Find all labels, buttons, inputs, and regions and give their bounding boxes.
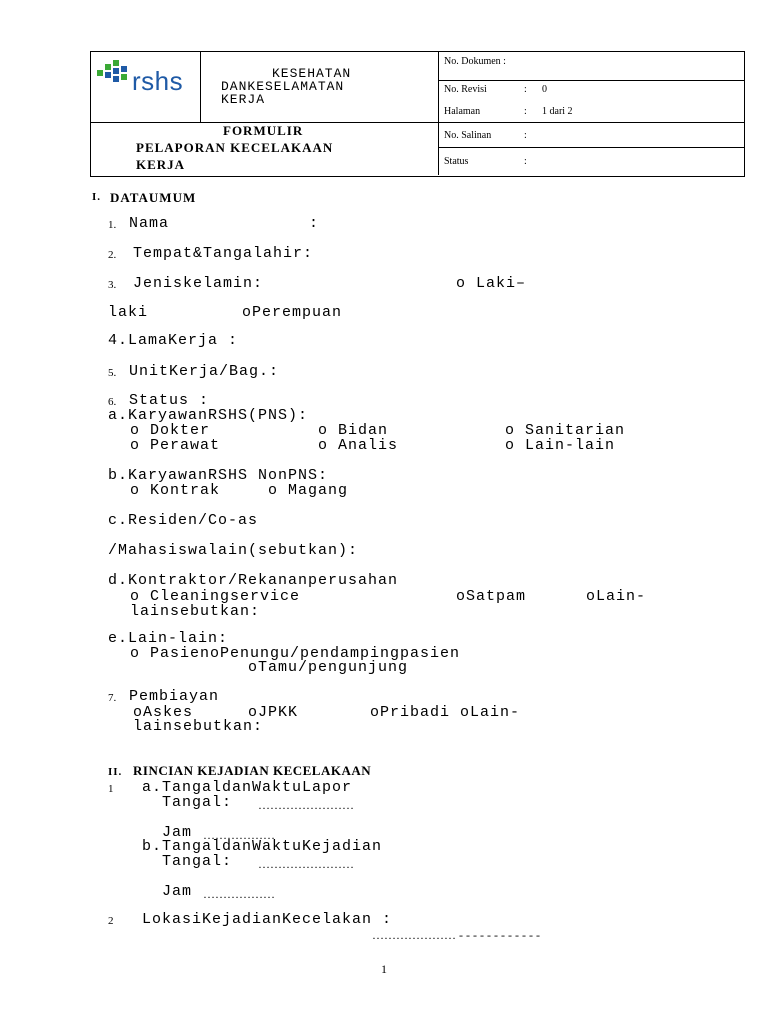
jenis-label: Jeniskelamin: <box>133 275 264 292</box>
opt-lain-d: oLain- <box>586 588 647 605</box>
header-divider-right <box>438 51 439 175</box>
lokasi-dots: ………………… - - - - - - - - - - - - <box>372 928 540 942</box>
mahasiswa-line: /Mahasiswalain(sebutkan): <box>108 542 359 559</box>
kejadian-tangal-label: Tangal: <box>162 853 233 870</box>
opt-sanitarian: o Sanitarian <box>505 422 626 439</box>
kejadian-jam-label: Jam <box>162 883 193 900</box>
form-title-2: PELAPORAN KECELAKAAN <box>136 140 334 155</box>
section2-roman: II. <box>108 766 123 778</box>
header-row-line-2 <box>438 147 744 148</box>
laki-option-b: laki <box>108 304 149 321</box>
section1-roman: I. <box>92 191 102 203</box>
form-title-1: FORMULIR <box>223 123 304 138</box>
header-title-1: KESEHATAN <box>272 66 352 81</box>
tempat-label: Tempat&Tangalahir: <box>133 245 314 262</box>
revision-value: 0 <box>542 84 547 95</box>
item2-number: 2 <box>108 915 114 927</box>
status-sep: : <box>524 156 527 167</box>
nama-label: Nama : <box>129 215 320 232</box>
header-divider-left <box>200 51 201 123</box>
lama-kerja-label: 4.LamaKerja : <box>108 332 239 349</box>
copy-sep: : <box>524 130 527 141</box>
opt-tamu: oTamu/pengunjung <box>248 659 409 676</box>
tempat-number: 2. <box>108 249 117 261</box>
opt-bidan: o Bidan <box>318 422 389 439</box>
copy-label: No. Salinan <box>444 130 492 141</box>
page-sep: : <box>524 106 527 117</box>
opt-satpam: oSatpam <box>456 588 527 605</box>
lapor-tangal-dots: …………………… <box>258 798 354 812</box>
revision-label: No. Revisi <box>444 84 487 95</box>
opt-askes: oAskes <box>133 704 194 721</box>
opt-kontrak: o Kontrak <box>130 482 221 499</box>
status-number: 6. <box>108 396 117 408</box>
page-value: 1 dari 2 <box>542 106 573 117</box>
opt-pribadi: oPribadi oLain- <box>370 704 521 721</box>
opt-cleaning: o Cleaningservice <box>130 588 301 605</box>
kontraktor-title: d.Kontraktor/Rekananperusahan <box>108 572 399 589</box>
lapor-title: a.TangaldanWaktuLapor <box>142 779 353 796</box>
opt-analis: o Analis <box>318 437 399 454</box>
header-row-line-1 <box>438 80 744 81</box>
header-title-2: DANKESELAMATAN <box>221 79 345 94</box>
lapor-jam-dots: ……………… <box>203 828 275 842</box>
page-number: 1 <box>381 962 387 976</box>
logo-text: rshs <box>132 66 184 96</box>
perempuan-option: oPerempuan <box>242 304 343 321</box>
lokasi-label: LokasiKejadianKecelakan : <box>142 911 393 928</box>
section1-title: DATAUMUM <box>110 190 197 205</box>
biaya-number: 7. <box>108 692 117 704</box>
opt-perawat: o Perawat <box>130 437 221 454</box>
page-label: Halaman <box>444 106 481 117</box>
item1-number: 1 <box>108 783 114 795</box>
opt-lain-lain: o Lain-lain <box>505 437 616 454</box>
opt-jpkk: oJPKK <box>248 704 299 721</box>
opt-pasien: o PasienoPenungu/pendampingpasien <box>130 645 461 662</box>
jenis-number: 3. <box>108 279 117 291</box>
laki-option-a: o Laki– <box>456 275 527 292</box>
form-title-3: KERJA <box>136 157 186 172</box>
kejadian-tangal-dots: …………………… <box>258 857 354 871</box>
nama-number: 1. <box>108 219 117 231</box>
lain-lain-title: e.Lain-lain: <box>108 630 229 647</box>
header-divider-middle <box>90 122 744 123</box>
lapor-jam-label: Jam <box>162 824 193 841</box>
revision-sep: : <box>524 84 527 95</box>
biaya-label: Pembiayan <box>129 688 220 705</box>
opt-magang: o Magang <box>268 482 349 499</box>
lain-sebutkan-d: lainsebutkan: <box>130 603 261 620</box>
status-label-main: Status : <box>129 392 210 409</box>
kejadian-title: b.TangaldanWaktuKejadian <box>142 838 383 855</box>
karyawan-pns-title: a.KaryawanRSHS(PNS): <box>108 407 309 424</box>
header-title-3: KERJA <box>221 92 266 107</box>
lain-sebutkan-biaya: lainsebutkan: <box>133 718 264 735</box>
opt-dokter: o Dokter <box>130 422 211 439</box>
section2-title: RINCIAN KEJADIAN KECELAKAAN <box>133 763 372 778</box>
doc-number-label: No. Dokumen : <box>444 56 506 67</box>
karyawan-nonpns-title: b.KaryawanRSHS NonPNS: <box>108 467 329 484</box>
unit-number: 5. <box>108 367 117 379</box>
kejadian-jam-dots: ……………… <box>203 887 275 901</box>
status-label: Status <box>444 156 469 167</box>
unit-label: UnitKerja/Bag.: <box>129 363 280 380</box>
lapor-tangal-label: Tangal: <box>162 794 233 811</box>
residen-title: c.Residen/Co-as <box>108 512 259 529</box>
